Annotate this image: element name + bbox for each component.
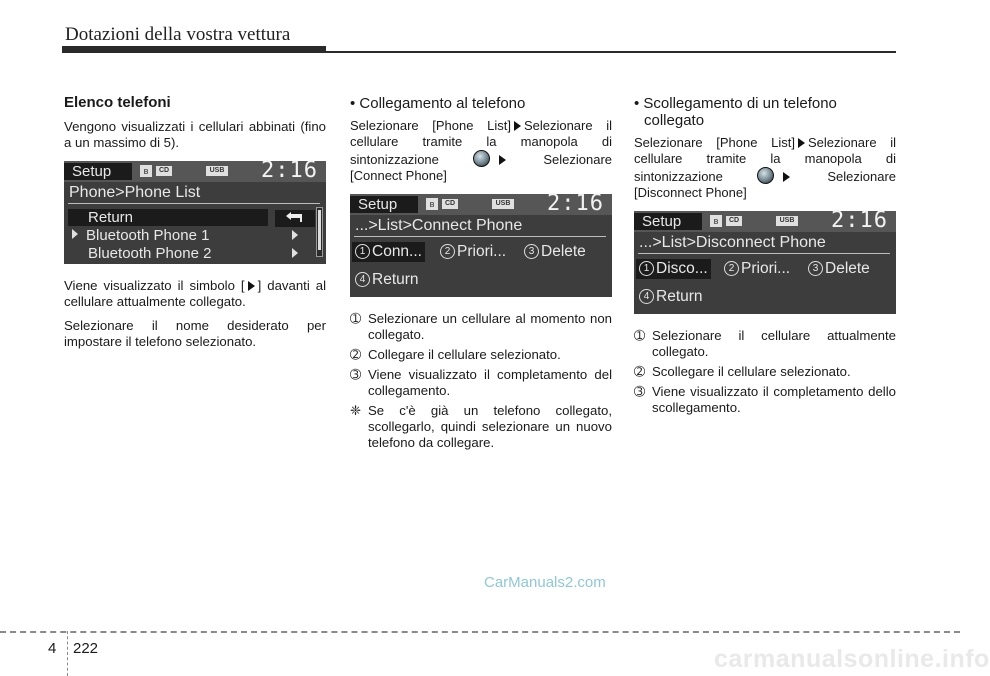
list-item — [634, 364, 896, 380]
connect-steps-list — [350, 311, 612, 451]
option-label: Priori... — [741, 260, 791, 277]
instruction-part-3: Selezionare [Disconnect Phone] — [634, 169, 896, 200]
lcd-breadcrumb: Phone>Phone List — [69, 184, 201, 201]
connect-instructions — [350, 118, 612, 184]
usb-icon: USB — [776, 216, 798, 226]
disconnect-steps-list — [634, 328, 896, 416]
option-priority[interactable] — [724, 259, 790, 279]
step-text: Viene visualizzato il completamento del collegamento. — [368, 367, 612, 398]
step-number: ➂ — [634, 384, 646, 399]
symbol-text-before: Viene visualizzato il simbolo [ — [64, 278, 245, 293]
bluetooth-icon: ʙ — [426, 198, 438, 210]
footer-page-number: 222 — [73, 640, 99, 657]
lcd-divider — [354, 236, 606, 237]
option-label: Return — [372, 271, 419, 288]
instruction-part-2: Selezionare il cellulare tramite la manopola di sintonizzazione — [634, 135, 896, 184]
lcd-row-label: Bluetooth Phone 2 — [88, 245, 212, 262]
play-triangle-icon — [248, 281, 255, 291]
lcd-clock: 2:16 — [831, 208, 888, 233]
section-heading-disconnect: • Scollegamento di un telefono collegato — [634, 95, 837, 129]
option-label: Conn... — [372, 243, 422, 260]
select-paragraph: Selezionare il nome desiderato per impostare il telefono selezionato. — [64, 318, 326, 349]
tune-knob-icon — [757, 167, 774, 184]
step-number: ➀ — [634, 328, 646, 343]
lcd-row-label: Return — [88, 209, 134, 226]
play-triangle-icon — [783, 172, 790, 182]
lcd-screen-connect-phone — [350, 191, 612, 297]
connected-indicator-icon — [72, 229, 78, 239]
list-item — [634, 384, 896, 416]
step-text: Selezionare un cellulare al momento non collegato. — [368, 311, 612, 342]
option-number: 3 — [808, 261, 823, 276]
step-text: Viene visualizzato il completamento dello scollegamento. — [652, 384, 896, 415]
option-delete[interactable] — [808, 259, 870, 279]
intro-paragraph: Vengono visualizzati i cellulari abbinati (fino a un massimo di 5). — [64, 119, 326, 150]
step-number: ➀ — [350, 311, 362, 326]
chevron-right-icon — [292, 248, 298, 258]
section-heading-phone-list: Elenco telefoni — [64, 94, 171, 111]
cd-icon: CD — [156, 166, 172, 176]
lcd-screen-phone-list — [64, 158, 326, 264]
lcd-row-return[interactable] — [68, 209, 268, 226]
option-number: 3 — [524, 244, 539, 259]
option-number: 1 — [639, 261, 654, 276]
lcd-scrollbar[interactable] — [316, 207, 323, 257]
option-label: Priori... — [457, 243, 507, 260]
list-item — [350, 403, 612, 451]
header-rule-thin — [326, 51, 896, 53]
column-connect-phone — [350, 95, 612, 455]
cd-icon: CD — [442, 199, 458, 209]
return-arrow-icon[interactable] — [275, 210, 315, 227]
watermark-carmanuals2: CarManuals2.com — [484, 574, 606, 591]
option-label: Disco... — [656, 260, 708, 277]
lcd-clock: 2:16 — [261, 158, 318, 183]
lcd-scrollbar-thumb[interactable] — [318, 210, 321, 250]
lcd-row-label: Bluetooth Phone 1 — [86, 227, 210, 244]
lcd-setup-tab: Setup — [64, 163, 132, 180]
section-heading-connect: • Collegamento al telefono — [350, 95, 526, 112]
step-number: ➁ — [350, 347, 362, 362]
lcd-clock: 2:16 — [547, 191, 604, 216]
note-marker: ❈ — [350, 403, 362, 418]
tune-knob-icon — [473, 150, 490, 167]
usb-icon: USB — [206, 166, 228, 176]
option-return[interactable] — [355, 270, 419, 290]
step-number: ➂ — [350, 367, 362, 382]
step-text: Collegare il cellulare selezionato. — [368, 347, 561, 362]
footer-divider — [0, 631, 960, 633]
option-delete[interactable] — [524, 242, 586, 262]
lcd-row-phone-2[interactable] — [88, 245, 211, 262]
watermark-carmanualsonline: carmanualsonline.info — [714, 645, 990, 673]
lcd-divider — [638, 253, 890, 254]
bluetooth-icon: ʙ — [140, 165, 152, 177]
header-rule-thick — [62, 46, 326, 53]
option-number: 4 — [639, 289, 654, 304]
usb-icon: USB — [492, 199, 514, 209]
symbol-text-after: ] davanti al cellulare attualmente collegato. — [64, 278, 327, 309]
step-text: Selezionare il cellulare attualmente collegato. — [652, 328, 896, 359]
bluetooth-icon: ʙ — [710, 215, 722, 227]
symbol-paragraph — [64, 278, 326, 310]
option-label: Delete — [541, 243, 586, 260]
lcd-breadcrumb: ...>List>Connect Phone — [355, 217, 523, 234]
step-number: ➁ — [634, 364, 646, 379]
page-header-title: Dotazioni della vostra vettura — [65, 24, 291, 45]
list-item — [350, 347, 612, 363]
column-phone-list — [64, 95, 326, 358]
instruction-part-2: Selezionare il cellulare tramite la manopola di sintonizzazione — [350, 118, 612, 167]
lcd-breadcrumb: ...>List>Disconnect Phone — [639, 234, 826, 251]
option-priority[interactable] — [440, 242, 506, 262]
instruction-part-3: Selezionare [Connect Phone] — [350, 152, 612, 183]
footer-chapter-number: 4 — [48, 640, 57, 657]
option-label: Delete — [825, 260, 870, 277]
disconnect-instructions — [634, 135, 896, 201]
lcd-setup-tab: Setup — [634, 213, 702, 230]
option-number: 1 — [355, 244, 370, 259]
option-number: 2 — [440, 244, 455, 259]
instruction-part-1: Selezionare [Phone List] — [350, 118, 511, 133]
lcd-row-phone-1[interactable] — [72, 227, 209, 244]
chevron-right-icon — [292, 230, 298, 240]
cd-icon: CD — [726, 216, 742, 226]
option-disconnect[interactable] — [636, 259, 711, 279]
play-triangle-icon — [499, 155, 506, 165]
lcd-screen-disconnect-phone — [634, 208, 896, 314]
option-label: Return — [656, 288, 703, 305]
step-text: Se c'è già un telefono collegato, scollegarlo, quindi selezionare un nuovo telefono da collegare. — [368, 403, 612, 450]
option-number: 4 — [355, 272, 370, 287]
play-triangle-icon — [798, 138, 805, 148]
play-triangle-icon — [514, 121, 521, 131]
option-return[interactable] — [639, 287, 703, 307]
list-item — [634, 328, 896, 360]
lcd-setup-tab: Setup — [350, 196, 418, 213]
column-disconnect-phone — [634, 95, 896, 420]
instruction-part-1: Selezionare [Phone List] — [634, 135, 795, 150]
step-text: Scollegare il cellulare selezionato. — [652, 364, 851, 379]
list-item — [350, 367, 612, 399]
option-number: 2 — [724, 261, 739, 276]
option-connect[interactable] — [352, 242, 425, 262]
list-item — [350, 311, 612, 343]
lcd-divider — [68, 203, 320, 204]
footer-vertical-divider — [67, 631, 68, 676]
